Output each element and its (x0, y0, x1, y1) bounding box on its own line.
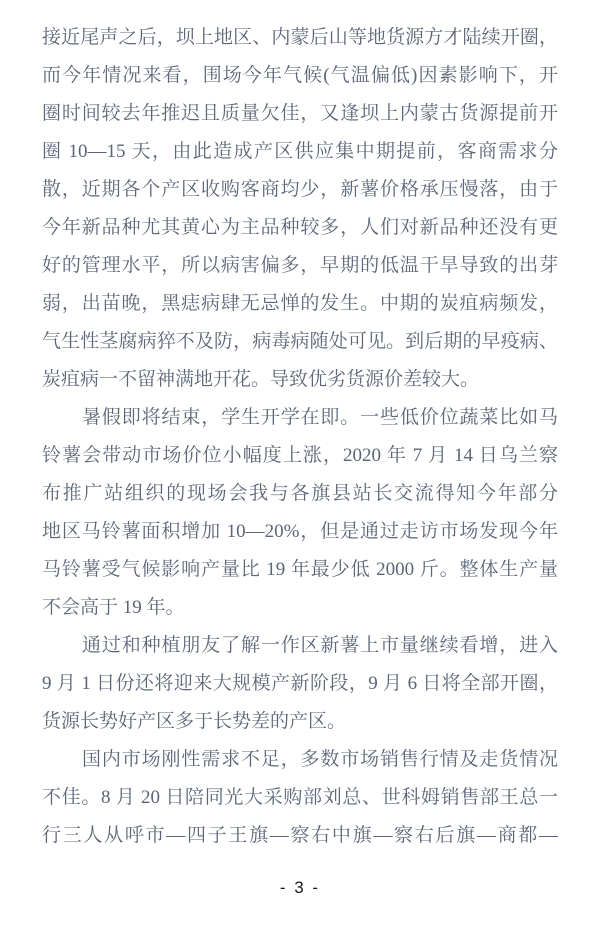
document-line: 圈时间较去年推迟且质量欠佳，又逢坝上内蒙古货源提前开 (42, 103, 558, 124)
document-line: 不佳。8 月 20 日陪同光大采购部刘总、世科姆销售部王总一 (42, 787, 558, 808)
page-footer (0, 878, 600, 898)
document-page (42, 19, 558, 855)
document-line: 炭疽病一不留神满地开花。导致优劣货源价差较大。 (42, 369, 480, 390)
document-line: 弱，出苗晚，黑痣病肆无忌惮的发生。中期的炭疽病频发， (42, 293, 558, 314)
document-line: 铃薯会带动市场价位小幅度上涨，2020 年 7 月 14 日乌兰察 (42, 445, 558, 466)
document-line: 地区马铃薯面积增加 10—20%，但是通过走访市场发现今年 (42, 521, 558, 542)
document-line: 布推广站组织的现场会我与各旗县站长交流得知今年部分 (42, 483, 558, 504)
document-line: 气生性茎腐病猝不及防，病毒病随处可见。到后期的早疫病、 (42, 331, 558, 352)
document-line: 而今年情况来看，围场今年气候(气温偏低)因素影响下，开 (42, 65, 558, 86)
document-line: 9 月 1 日份还将迎来大规模产新阶段，9 月 6 日将全部开圈， (42, 673, 558, 694)
document-line: 国内市场刚性需求不足，多数市场销售行情及走货情况 (82, 749, 558, 770)
document-line: 暑假即将结束，学生开学在即。一些低价位蔬菜比如马 (82, 407, 558, 428)
document-line: 行三人从呼市—四子王旗—察右中旗—察右后旗—商都— (42, 825, 558, 846)
page-number: - 3 - (279, 878, 321, 897)
document-line: 好的管理水平，所以病害偏多，早期的低温干旱导致的出芽 (42, 255, 558, 276)
document-line: 通过和种植朋友了解一作区新薯上市量继续看增，进入 (82, 635, 558, 656)
document-line: 今年新品种尤其黄心为主品种较多，人们对新品种还没有更 (42, 217, 558, 238)
document-line: 不会高于 19 年。 (42, 597, 185, 618)
document-line: 散，近期各个产区收购客商均少，新薯价格承压慢落，由于 (42, 179, 558, 200)
document-line: 圈 10—15 天，由此造成产区供应集中期提前，客商需求分 (42, 141, 558, 162)
document-line: 马铃薯受气候影响产量比 19 年最少低 2000 斤。整体生产量 (42, 559, 558, 580)
document-line: 货源长势好产区多于长势差的产区。 (42, 711, 347, 732)
document-line: 接近尾声之后，坝上地区、内蒙后山等地货源方才陆续开圈， (42, 27, 558, 48)
